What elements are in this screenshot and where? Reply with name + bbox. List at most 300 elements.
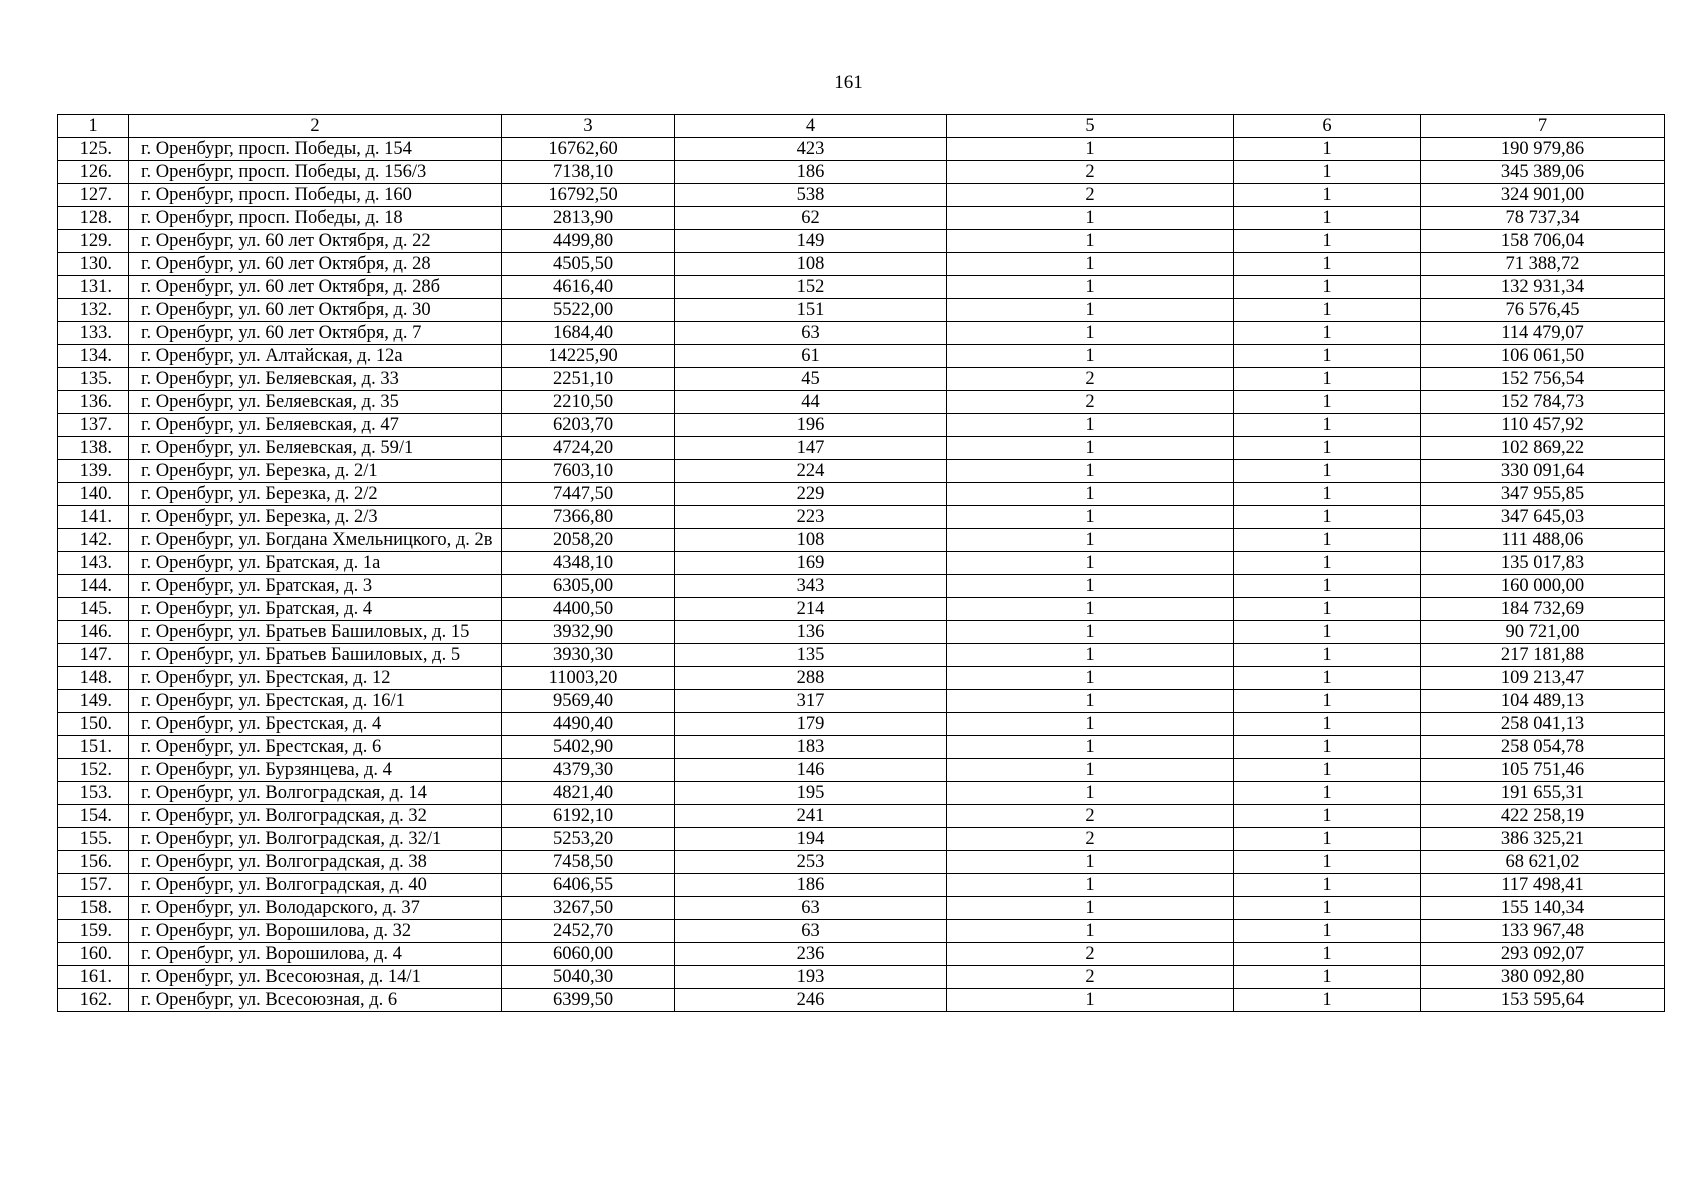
residents-cell: 146 [675, 759, 947, 782]
row-index: 131. [58, 276, 129, 299]
table-row [58, 483, 1665, 506]
residents-cell: 136 [675, 621, 947, 644]
row-index: 144. [58, 575, 129, 598]
col5-cell: 1 [947, 276, 1234, 299]
col5-cell: 1 [947, 552, 1234, 575]
area-cell: 2251,10 [502, 368, 675, 391]
table-row [58, 345, 1665, 368]
row-index: 133. [58, 322, 129, 345]
row-index: 140. [58, 483, 129, 506]
residents-cell: 149 [675, 230, 947, 253]
area-cell: 2813,90 [502, 207, 675, 230]
amount-cell: 258 054,78 [1421, 736, 1665, 759]
amount-cell: 330 091,64 [1421, 460, 1665, 483]
col5-cell: 1 [947, 874, 1234, 897]
residents-cell: 423 [675, 138, 947, 161]
row-index: 126. [58, 161, 129, 184]
area-cell: 9569,40 [502, 690, 675, 713]
amount-cell: 132 931,34 [1421, 276, 1665, 299]
col6-cell: 1 [1234, 598, 1421, 621]
col5-cell: 2 [947, 805, 1234, 828]
area-cell: 3932,90 [502, 621, 675, 644]
amount-cell: 109 213,47 [1421, 667, 1665, 690]
row-index: 145. [58, 598, 129, 621]
col6-cell: 1 [1234, 506, 1421, 529]
col5-cell: 2 [947, 368, 1234, 391]
amount-cell: 152 784,73 [1421, 391, 1665, 414]
residents-cell: 195 [675, 782, 947, 805]
address-cell: г. Оренбург, просп. Победы, д. 156/3 [129, 161, 502, 184]
col6-cell: 1 [1234, 644, 1421, 667]
area-cell: 6399,50 [502, 989, 675, 1012]
col6-cell: 1 [1234, 667, 1421, 690]
col5-cell: 2 [947, 966, 1234, 989]
residents-cell: 224 [675, 460, 947, 483]
address-cell: г. Оренбург, просп. Победы, д. 154 [129, 138, 502, 161]
residents-cell: 183 [675, 736, 947, 759]
col5-cell: 2 [947, 184, 1234, 207]
column-number: 5 [947, 115, 1234, 138]
column-number: 1 [58, 115, 129, 138]
address-cell: г. Оренбург, ул. Братская, д. 1а [129, 552, 502, 575]
amount-cell: 111 488,06 [1421, 529, 1665, 552]
table-row [58, 598, 1665, 621]
table-row [58, 690, 1665, 713]
residents-cell: 44 [675, 391, 947, 414]
amount-cell: 68 621,02 [1421, 851, 1665, 874]
col5-cell: 1 [947, 667, 1234, 690]
amount-cell: 258 041,13 [1421, 713, 1665, 736]
residents-cell: 317 [675, 690, 947, 713]
col5-cell: 1 [947, 207, 1234, 230]
area-cell: 6203,70 [502, 414, 675, 437]
address-cell: г. Оренбург, ул. Волгоградская, д. 32 [129, 805, 502, 828]
amount-cell: 160 000,00 [1421, 575, 1665, 598]
col6-cell: 1 [1234, 621, 1421, 644]
row-index: 130. [58, 253, 129, 276]
row-index: 147. [58, 644, 129, 667]
table-row [58, 207, 1665, 230]
col6-cell: 1 [1234, 414, 1421, 437]
residents-cell: 538 [675, 184, 947, 207]
area-cell: 3930,30 [502, 644, 675, 667]
address-cell: г. Оренбург, ул. Братская, д. 4 [129, 598, 502, 621]
residents-cell: 241 [675, 805, 947, 828]
row-index: 135. [58, 368, 129, 391]
table-row [58, 897, 1665, 920]
residents-cell: 62 [675, 207, 947, 230]
col5-cell: 1 [947, 897, 1234, 920]
residents-cell: 343 [675, 575, 947, 598]
col6-cell: 1 [1234, 943, 1421, 966]
area-cell: 7458,50 [502, 851, 675, 874]
table-body [58, 115, 1665, 1012]
amount-cell: 104 489,13 [1421, 690, 1665, 713]
col6-cell: 1 [1234, 897, 1421, 920]
col5-cell: 1 [947, 575, 1234, 598]
col6-cell: 1 [1234, 575, 1421, 598]
col5-cell: 1 [947, 621, 1234, 644]
amount-cell: 155 140,34 [1421, 897, 1665, 920]
area-cell: 16792,50 [502, 184, 675, 207]
address-cell: г. Оренбург, ул. Алтайская, д. 12а [129, 345, 502, 368]
row-index: 128. [58, 207, 129, 230]
area-cell: 4724,20 [502, 437, 675, 460]
address-cell: г. Оренбург, ул. 60 лет Октября, д. 7 [129, 322, 502, 345]
area-cell: 6060,00 [502, 943, 675, 966]
col5-cell: 1 [947, 644, 1234, 667]
amount-cell: 184 732,69 [1421, 598, 1665, 621]
table-row [58, 943, 1665, 966]
area-cell: 4499,80 [502, 230, 675, 253]
amount-cell: 106 061,50 [1421, 345, 1665, 368]
residents-cell: 253 [675, 851, 947, 874]
column-number: 3 [502, 115, 675, 138]
col6-cell: 1 [1234, 184, 1421, 207]
residents-cell: 223 [675, 506, 947, 529]
residents-cell: 194 [675, 828, 947, 851]
amount-cell: 191 655,31 [1421, 782, 1665, 805]
amount-cell: 78 737,34 [1421, 207, 1665, 230]
address-cell: г. Оренбург, ул. Братская, д. 3 [129, 575, 502, 598]
col5-cell: 1 [947, 437, 1234, 460]
table-row [58, 276, 1665, 299]
col5-cell: 1 [947, 253, 1234, 276]
col6-cell: 1 [1234, 690, 1421, 713]
row-index: 159. [58, 920, 129, 943]
table-row [58, 966, 1665, 989]
row-index: 149. [58, 690, 129, 713]
col5-cell: 2 [947, 943, 1234, 966]
col6-cell: 1 [1234, 529, 1421, 552]
row-index: 132. [58, 299, 129, 322]
row-index: 155. [58, 828, 129, 851]
amount-cell: 105 751,46 [1421, 759, 1665, 782]
area-cell: 7366,80 [502, 506, 675, 529]
amount-cell: 152 756,54 [1421, 368, 1665, 391]
col5-cell: 1 [947, 322, 1234, 345]
row-index: 125. [58, 138, 129, 161]
amount-cell: 345 389,06 [1421, 161, 1665, 184]
col6-cell: 1 [1234, 805, 1421, 828]
address-cell: г. Оренбург, ул. Ворошилова, д. 4 [129, 943, 502, 966]
address-cell: г. Оренбург, ул. 60 лет Октября, д. 28 [129, 253, 502, 276]
col6-cell: 1 [1234, 230, 1421, 253]
amount-cell: 380 092,80 [1421, 966, 1665, 989]
residents-cell: 151 [675, 299, 947, 322]
row-index: 142. [58, 529, 129, 552]
residents-cell: 61 [675, 345, 947, 368]
amount-cell: 117 498,41 [1421, 874, 1665, 897]
col6-cell: 1 [1234, 828, 1421, 851]
table-row [58, 874, 1665, 897]
col6-cell: 1 [1234, 368, 1421, 391]
column-number: 6 [1234, 115, 1421, 138]
residents-cell: 45 [675, 368, 947, 391]
column-number: 2 [129, 115, 502, 138]
address-cell: г. Оренбург, ул. Беляевская, д. 59/1 [129, 437, 502, 460]
col6-cell: 1 [1234, 989, 1421, 1012]
row-index: 157. [58, 874, 129, 897]
residents-cell: 236 [675, 943, 947, 966]
amount-cell: 114 479,07 [1421, 322, 1665, 345]
area-cell: 5253,20 [502, 828, 675, 851]
col6-cell: 1 [1234, 391, 1421, 414]
residents-cell: 288 [675, 667, 947, 690]
table-row [58, 506, 1665, 529]
table-row [58, 460, 1665, 483]
col5-cell: 2 [947, 161, 1234, 184]
area-cell: 6305,00 [502, 575, 675, 598]
area-cell: 4616,40 [502, 276, 675, 299]
address-cell: г. Оренбург, ул. Березка, д. 2/2 [129, 483, 502, 506]
col5-cell: 1 [947, 506, 1234, 529]
row-index: 129. [58, 230, 129, 253]
col6-cell: 1 [1234, 460, 1421, 483]
area-cell: 4400,50 [502, 598, 675, 621]
area-cell: 4490,40 [502, 713, 675, 736]
col5-cell: 1 [947, 483, 1234, 506]
row-index: 158. [58, 897, 129, 920]
residents-cell: 108 [675, 529, 947, 552]
area-cell: 2058,20 [502, 529, 675, 552]
amount-cell: 153 595,64 [1421, 989, 1665, 1012]
amount-cell: 217 181,88 [1421, 644, 1665, 667]
amount-cell: 110 457,92 [1421, 414, 1665, 437]
col5-cell: 2 [947, 828, 1234, 851]
table-row [58, 253, 1665, 276]
residents-cell: 229 [675, 483, 947, 506]
address-cell: г. Оренбург, ул. Беляевская, д. 47 [129, 414, 502, 437]
col5-cell: 2 [947, 391, 1234, 414]
area-cell: 1684,40 [502, 322, 675, 345]
residents-cell: 135 [675, 644, 947, 667]
table-row [58, 805, 1665, 828]
area-cell: 16762,60 [502, 138, 675, 161]
column-number: 4 [675, 115, 947, 138]
table-row [58, 621, 1665, 644]
area-cell: 6406,55 [502, 874, 675, 897]
residents-cell: 63 [675, 920, 947, 943]
col6-cell: 1 [1234, 966, 1421, 989]
table-row [58, 230, 1665, 253]
col6-cell: 1 [1234, 253, 1421, 276]
address-cell: г. Оренбург, ул. Всесоюзная, д. 14/1 [129, 966, 502, 989]
col6-cell: 1 [1234, 782, 1421, 805]
address-cell: г. Оренбург, ул. Всесоюзная, д. 6 [129, 989, 502, 1012]
residents-cell: 196 [675, 414, 947, 437]
col6-cell: 1 [1234, 483, 1421, 506]
address-cell: г. Оренбург, ул. Ворошилова, д. 32 [129, 920, 502, 943]
table-row [58, 437, 1665, 460]
area-cell: 2210,50 [502, 391, 675, 414]
col6-cell: 1 [1234, 851, 1421, 874]
row-index: 143. [58, 552, 129, 575]
table-row [58, 368, 1665, 391]
area-cell: 2452,70 [502, 920, 675, 943]
address-cell: г. Оренбург, ул. Беляевская, д. 33 [129, 368, 502, 391]
row-index: 137. [58, 414, 129, 437]
col5-cell: 1 [947, 230, 1234, 253]
amount-cell: 347 645,03 [1421, 506, 1665, 529]
row-index: 139. [58, 460, 129, 483]
address-cell: г. Оренбург, ул. Брестская, д. 4 [129, 713, 502, 736]
row-index: 152. [58, 759, 129, 782]
col6-cell: 1 [1234, 920, 1421, 943]
col5-cell: 1 [947, 345, 1234, 368]
residents-cell: 186 [675, 874, 947, 897]
residents-cell: 214 [675, 598, 947, 621]
amount-cell: 347 955,85 [1421, 483, 1665, 506]
area-cell: 4379,30 [502, 759, 675, 782]
row-index: 146. [58, 621, 129, 644]
area-cell: 11003,20 [502, 667, 675, 690]
col5-cell: 1 [947, 759, 1234, 782]
table-row [58, 161, 1665, 184]
table-row [58, 184, 1665, 207]
area-cell: 5402,90 [502, 736, 675, 759]
col5-cell: 1 [947, 782, 1234, 805]
address-cell: г. Оренбург, ул. Брестская, д. 16/1 [129, 690, 502, 713]
row-index: 138. [58, 437, 129, 460]
col5-cell: 1 [947, 713, 1234, 736]
address-cell: г. Оренбург, ул. Березка, д. 2/1 [129, 460, 502, 483]
row-index: 153. [58, 782, 129, 805]
registry-table [57, 114, 1665, 1012]
address-cell: г. Оренбург, ул. Братьев Башиловых, д. 5 [129, 644, 502, 667]
address-cell: г. Оренбург, ул. Брестская, д. 6 [129, 736, 502, 759]
residents-cell: 147 [675, 437, 947, 460]
table-row [58, 713, 1665, 736]
table-row [58, 759, 1665, 782]
address-cell: г. Оренбург, ул. Богдана Хмельницкого, д. 2в [129, 529, 502, 552]
table-row [58, 920, 1665, 943]
row-index: 151. [58, 736, 129, 759]
col5-cell: 1 [947, 529, 1234, 552]
col6-cell: 1 [1234, 207, 1421, 230]
col6-cell: 1 [1234, 138, 1421, 161]
residents-cell: 246 [675, 989, 947, 1012]
col5-cell: 1 [947, 299, 1234, 322]
amount-cell: 76 576,45 [1421, 299, 1665, 322]
table-row [58, 828, 1665, 851]
area-cell: 6192,10 [502, 805, 675, 828]
residents-cell: 186 [675, 161, 947, 184]
address-cell: г. Оренбург, ул. Волгоградская, д. 32/1 [129, 828, 502, 851]
residents-cell: 63 [675, 322, 947, 345]
table-row [58, 322, 1665, 345]
amount-cell: 190 979,86 [1421, 138, 1665, 161]
amount-cell: 386 325,21 [1421, 828, 1665, 851]
amount-cell: 71 388,72 [1421, 253, 1665, 276]
table-row [58, 414, 1665, 437]
table-row [58, 736, 1665, 759]
col6-cell: 1 [1234, 713, 1421, 736]
col6-cell: 1 [1234, 322, 1421, 345]
address-cell: г. Оренбург, ул. Братьев Башиловых, д. 15 [129, 621, 502, 644]
address-cell: г. Оренбург, ул. Волгоградская, д. 40 [129, 874, 502, 897]
col5-cell: 1 [947, 736, 1234, 759]
row-index: 127. [58, 184, 129, 207]
amount-cell: 158 706,04 [1421, 230, 1665, 253]
address-cell: г. Оренбург, ул. Волгоградская, д. 14 [129, 782, 502, 805]
amount-cell: 102 869,22 [1421, 437, 1665, 460]
residents-cell: 193 [675, 966, 947, 989]
area-cell: 4821,40 [502, 782, 675, 805]
residents-cell: 179 [675, 713, 947, 736]
row-index: 161. [58, 966, 129, 989]
table-row [58, 851, 1665, 874]
amount-cell: 324 901,00 [1421, 184, 1665, 207]
table-row [58, 782, 1665, 805]
address-cell: г. Оренбург, ул. Беляевская, д. 35 [129, 391, 502, 414]
row-index: 136. [58, 391, 129, 414]
residents-cell: 108 [675, 253, 947, 276]
address-cell: г. Оренбург, ул. Березка, д. 2/3 [129, 506, 502, 529]
col6-cell: 1 [1234, 736, 1421, 759]
table-row [58, 529, 1665, 552]
area-cell: 7447,50 [502, 483, 675, 506]
area-cell: 7138,10 [502, 161, 675, 184]
row-index: 148. [58, 667, 129, 690]
amount-cell: 422 258,19 [1421, 805, 1665, 828]
col5-cell: 1 [947, 414, 1234, 437]
address-cell: г. Оренбург, ул. Бурзянцева, д. 4 [129, 759, 502, 782]
amount-cell: 133 967,48 [1421, 920, 1665, 943]
col6-cell: 1 [1234, 874, 1421, 897]
residents-cell: 169 [675, 552, 947, 575]
row-index: 156. [58, 851, 129, 874]
column-number-row [58, 115, 1665, 138]
area-cell: 5040,30 [502, 966, 675, 989]
col5-cell: 1 [947, 460, 1234, 483]
col6-cell: 1 [1234, 552, 1421, 575]
address-cell: г. Оренбург, ул. 60 лет Октября, д. 28б [129, 276, 502, 299]
address-cell: г. Оренбург, ул. Володарского, д. 37 [129, 897, 502, 920]
address-cell: г. Оренбург, ул. Брестская, д. 12 [129, 667, 502, 690]
col6-cell: 1 [1234, 161, 1421, 184]
row-index: 141. [58, 506, 129, 529]
amount-cell: 135 017,83 [1421, 552, 1665, 575]
col6-cell: 1 [1234, 437, 1421, 460]
col5-cell: 1 [947, 920, 1234, 943]
amount-cell: 293 092,07 [1421, 943, 1665, 966]
col6-cell: 1 [1234, 276, 1421, 299]
area-cell: 4348,10 [502, 552, 675, 575]
residents-cell: 63 [675, 897, 947, 920]
table-row [58, 575, 1665, 598]
col5-cell: 1 [947, 138, 1234, 161]
area-cell: 5522,00 [502, 299, 675, 322]
table-row [58, 644, 1665, 667]
row-index: 160. [58, 943, 129, 966]
col6-cell: 1 [1234, 299, 1421, 322]
area-cell: 4505,50 [502, 253, 675, 276]
page-number: 161 [834, 72, 863, 93]
table-row [58, 552, 1665, 575]
address-cell: г. Оренбург, ул. Волгоградская, д. 38 [129, 851, 502, 874]
row-index: 162. [58, 989, 129, 1012]
address-cell: г. Оренбург, просп. Победы, д. 18 [129, 207, 502, 230]
table-row [58, 667, 1665, 690]
amount-cell: 90 721,00 [1421, 621, 1665, 644]
address-cell: г. Оренбург, просп. Победы, д. 160 [129, 184, 502, 207]
row-index: 134. [58, 345, 129, 368]
col5-cell: 1 [947, 690, 1234, 713]
area-cell: 7603,10 [502, 460, 675, 483]
table-row [58, 989, 1665, 1012]
residents-cell: 152 [675, 276, 947, 299]
